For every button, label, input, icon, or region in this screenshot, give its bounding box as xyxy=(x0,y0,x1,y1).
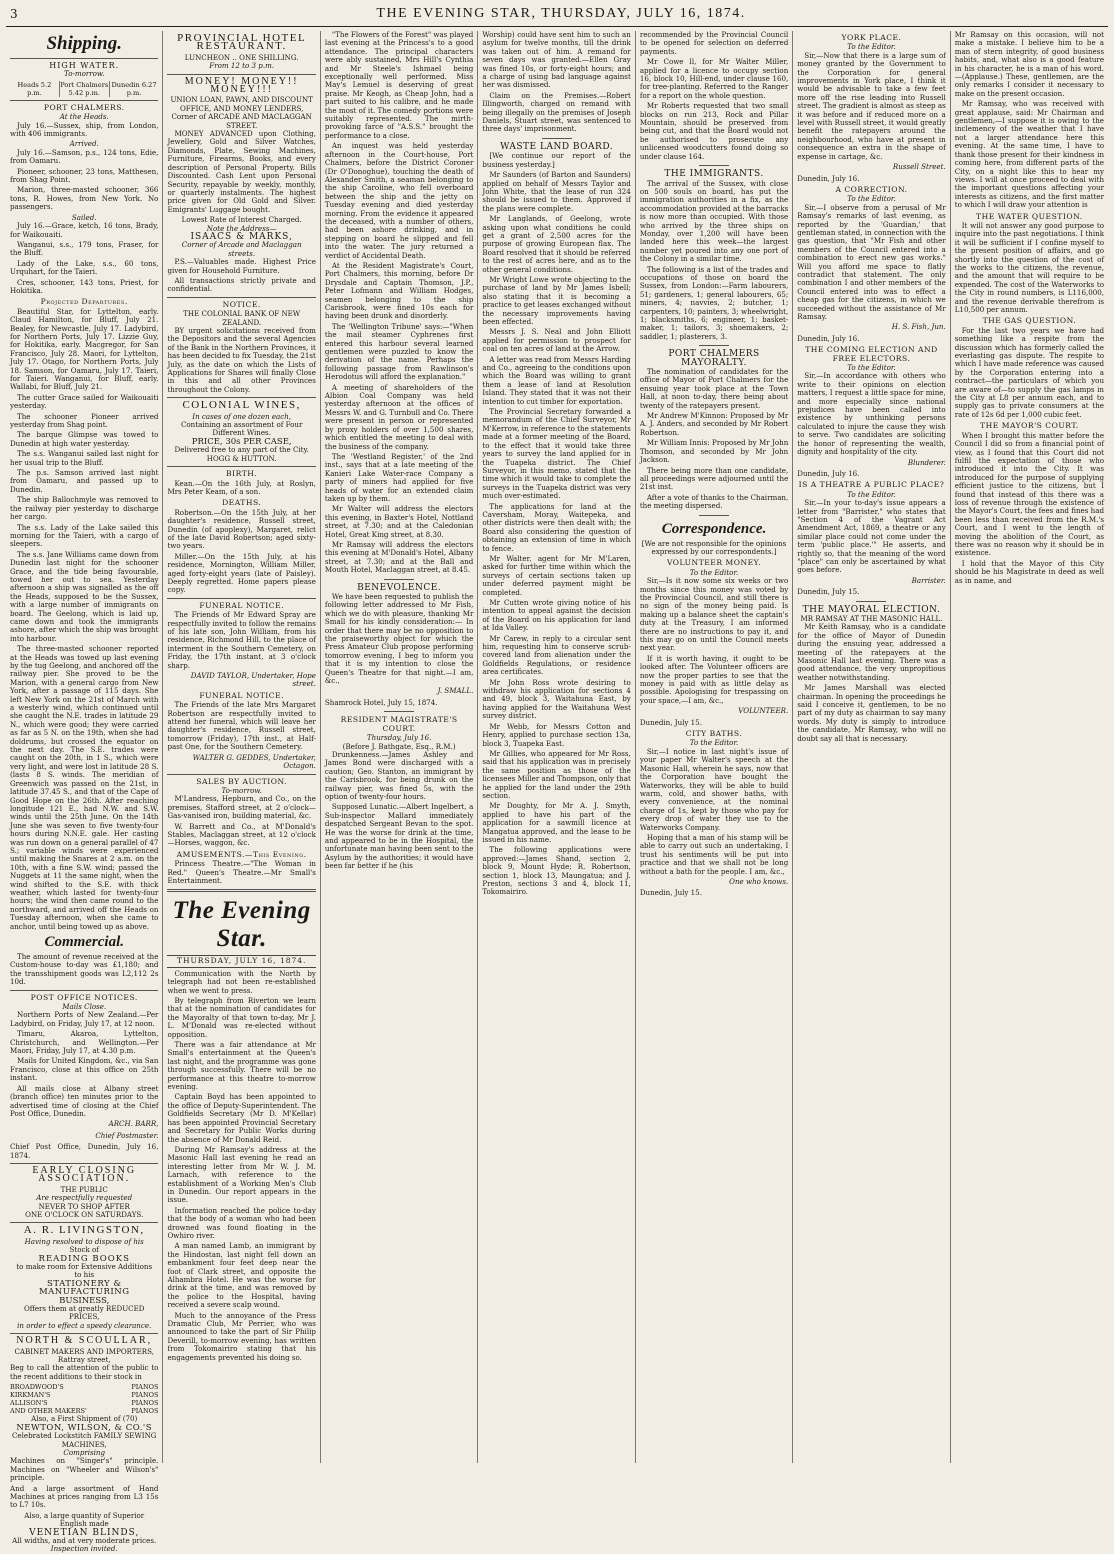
york-place-heading: YORK PLACE. xyxy=(841,33,902,42)
tide-port-chalmers: Port Chalmers 5.42 p.m. xyxy=(60,80,109,97)
gas-question-body: For the last two years we have had something like a respite from the discussion which has formerly called the everlasting gas dispute. The respite to which I have made reference was caused by the Corporation entering into a contract—the particulars of which you are aware of—to supply the gas lamps in the City at L8 per annum each, and to supply gas to private consumers at the rate of 12s 6d per 1,000 cubic feet. xyxy=(954,325,1105,419)
deaths-heading: DEATHS. xyxy=(222,498,262,508)
theatre-to-editor: To the Editor. xyxy=(847,489,896,499)
paper-name: The Evening Star. xyxy=(172,897,311,953)
editorial-2: By telegraph from Riverton we learn that at the nomination of candidates for the Mayoralty of that town to-day, Mr J. L. M'Donald was re-elected without opposition. xyxy=(167,996,316,1039)
provincial-hotel-heading: PROVINCIAL HOTEL RESTAURANT. xyxy=(177,32,307,53)
immigrants-2: The following is a list of the trades and occupations of those on board the Sussex, from London:—Farm labourers, 51; gardeners, 1; general labourers, 65; miners, 4; navvies, 2; butcher, 1; carpenters, 10; painters, 3; wheelwright, 1; blacksmiths, 6; engineer, 1; basket-maker, 1; tailors, 3; shoemakers, 2; saddler, 1; plasterers, 3. xyxy=(639,264,789,341)
benevolence-body: We have been requested to publish the following letter addressed to Mr Fish, which we do with pleasure, thanking Mr Small for his kindly consideration:— In order that there may be no opposition to the praiseworthy object for which the Press Amateur Club propose performing tomorrow evening, I beg to inform you that it is my intention to close the Queen's Theatre for that night.—I am, &c., xyxy=(324,592,474,686)
pc-mayoralty-2: Mr Andrew M'Kinnon: Proposed by Mr A. J. Anders, and seconded by Mr Robert Robertson. xyxy=(639,411,789,437)
mayoral-election-heading: THE MAYORAL ELECTION. xyxy=(802,604,941,615)
sailing-4: Cres, schooner, 143 tons, Priest, for Hokitika. xyxy=(10,277,159,295)
benevolence-signature: J. SMALL. xyxy=(437,686,474,696)
column-2 xyxy=(163,31,320,1463)
city-baths-date: Dunedin, July 15. xyxy=(639,888,702,898)
provincial-hotel-luncheon: LUNCHEON .. ONE SHILLING. xyxy=(184,52,299,62)
water-question-body: It will not answer any good purpose to inquire into the past negotiations. I think it will be sufficient if I confine myself to the present position of affairs, and go shortly into the question of the cost of the works to the citizens, the revenue, and the amount that will require to be expended. The cost of the Waterworks to the City in round numbers, is L116,000, and the revenue derivable therefrom is L10,500 per annum. xyxy=(954,220,1105,314)
pc-mayoralty-1: The nomination of candidates for the office of Mayor of Port Chalmers for the ensuing year took place at the Town Hall, at noon to-day, there being about twenty of the ratepayers present. xyxy=(639,367,789,410)
money-note: Note the Address— xyxy=(206,223,277,233)
north-scoullar-first: Also, a First Shipment of (70) xyxy=(31,1414,138,1424)
york-place-signature: Russell Street. xyxy=(892,162,946,172)
editorial-4: Captain Boyd has been appointed to the office of Deputy-Superintendent. The Goldfields Secretary (Mr D. M'Kellar) has been appointed Provincial Secretary and Secretary for Public Works during the absence of Mr Donald Reid. xyxy=(167,1092,316,1144)
york-place-to-editor: To the Editor. xyxy=(847,42,896,52)
waste-land-board-intro: [We continue our report of the business yesterday.] xyxy=(482,151,631,169)
waste-land-board-7: The applications for land at the Caversham, Moray, Waitepeka, and other districts were then dealt with; the Board also considering the question of obtaining an extension of time in which to fence. xyxy=(482,501,631,553)
north-scoullar-family: Celebrated Lockstitch FAMILY SEWING MACHINES, xyxy=(12,1431,157,1449)
livingston-line-9: in order to effect a speedy clearance. xyxy=(17,1320,152,1330)
volunteer-money-2: If it is worth having, it ought to be looked after. The Volunteer officers are now the proper parties to see that the money is paid with as little delay as possible. Apologising for trespassing on your space,—I am, &c., xyxy=(639,653,789,705)
waste-land-board-6: The Provincial Secretary forwarded a memorandum of the Chief Surveyor, Mr M'Kerrow, in reference to the statements made at a former meeting of the Board, to the effect that it would take three years to survey the land applied for in the Tuapeka district. The Chief Surveyor, in this memo, stated that the time which it would take to complete the surveys in the Tuapeka district was very much over-estimated. xyxy=(482,407,631,501)
waste-land-board-4: Messrs J. S. Neal and John Elliott applied for permission to prospect for coal on ten acres of land at the Arrow. xyxy=(482,327,631,354)
city-baths-1: Sir,—I notice in last night's issue of your paper Mr Walter's speech at the Masonic Hall, wherein he says, now that the Corporation have bought the Waterworks, they will be able to build warm, cold, and shower baths, with every convenience, at the nominal charge of 1s, kept by those who pay for every drop of water they use to the Waterworks Company. xyxy=(639,746,789,832)
tide-table xyxy=(10,81,158,97)
column-1 xyxy=(6,31,163,1554)
city-baths-signature: One who knows. xyxy=(729,876,789,886)
sales-heading: SALES BY AUCTION. xyxy=(196,776,288,786)
projected-departures-heading: Projected Departures. xyxy=(40,297,128,307)
livingston-name: A. R. LIVINGSTON, xyxy=(23,1224,145,1237)
wines-line-3: PRICE, 30s PER CASE, xyxy=(191,436,292,447)
mail-notice-3: Mails for United Kingdom, &c., via San Francisco, close at this office on 25th instant. xyxy=(10,1056,159,1083)
waste-land-board-heading: WASTE LAND BOARD. xyxy=(500,141,614,152)
high-water-heading: HIGH WATER. xyxy=(49,61,120,70)
shipping-news-1: The cutter Grace sailed for Waikouaiti yesterday. xyxy=(10,392,159,411)
north-scoullar-hand: And a large assortment of Hand Machines at prices ranging from L3 15s to L7 10s. xyxy=(10,1483,159,1510)
at-heads-label: At the Heads. xyxy=(59,112,109,122)
money-heading: MONEY! MONEY!! MONEY!!! xyxy=(184,75,299,96)
volunteer-money-1: Sir,—Is it now some six weeks or two months since this money was voted by the Provincial Council, and still there is no sign of the money being paid. Is making up a balance sheet the captain's duty at the Treasury, I am informed there are no instructions to pay it, and this may go on until the Council meets next year. xyxy=(639,576,789,653)
theatre-signature: Barrister. xyxy=(911,575,946,585)
projected-departures: Beautiful Star, for Lyttelton, early. Claud Hamilton, for Bluff, July 21. Bealey, for Newcastle, July 17. Ladybird, for Northern Ports, July 17. Lizzie Guy, for Hokitika, early. Macgregor, for San Francisco, July 28. Maori, for Lyttelton, July 17. Otago, for Northern Ports, July 18. Samson, for Oamaru, July 17. Taieri, for Taieri. Wanganui, for Bluff, early. Wallabi, for Bluff, July 21. xyxy=(10,306,159,392)
wlb-continued-2: Mr Cowe ll, for Mr Walter Miller, applied for a licence to occupy section 16, block 10, Hill-end, under clause 160, for tree-planting. Referred to the Ranger for a report on the whole question. xyxy=(639,57,789,100)
city-baths-2: Hoping that a man of his stamp will be able to carry out such an undertaking, I trust his sentiments will be put into practice and that we shall not be long without a bath for the people. I am, &c., xyxy=(639,832,789,876)
ramsay-1: Mr Keith Ramsay, who is a candidate for the office of Mayor of Dunedin during the ensuing year, addressed a meeting of the ratepayers at the Masonic Hall last evening. There was a good attendance, the very unpropitious weather notwithstanding. xyxy=(797,622,946,682)
city-baths-to-editor: To the Editor. xyxy=(689,738,739,748)
money-body: MONEY ADVANCED upon Clothing, Jewellery, Gold and Silver Watches, Diamonds, Plate, Sewing Machines, Furniture, Firearms, Books, and every description of Personal Property. Bills Discounted. Cash Lent upon Personal Security, repayable by weekly, monthly, or quarterly instalments. The highest price given for Old Gold and Silver. Emigrants' Luggage bought. xyxy=(167,129,316,214)
volunteer-money-heading: VOLUNTEER MONEY. xyxy=(666,558,762,568)
wlb-continued-3: Mr Roberts requested that two small blocks on run 213, Rock and Pillar Mountain, should be preserved from being cut, and that the Board would not be authorised to prosecute any unlicensed woodcutters found doing so under clause 164. xyxy=(639,101,789,161)
column-6 xyxy=(793,31,950,1463)
york-place-body: Sir,—Now that there is a large sum of money granted by the Government to the Corporation for general improvements in York place, I think it would be advisable to take a few feet more off the rise leading into Russell street. The gradient is almost as steep as it was before and if reduced more on a level with Russell street, it would greatly benefit the ratepayers around the neighbourhood, who have at present in consequence an extra in the shape of expense in cartage, &c. xyxy=(797,50,946,161)
mails-close-label: Mails Close. xyxy=(62,1002,107,1012)
volunteer-date: Dunedin, July 15. xyxy=(639,717,702,727)
city-baths-heading: CITY BATHS. xyxy=(685,729,743,739)
column-3 xyxy=(321,31,478,1463)
column-5 xyxy=(636,31,793,1463)
local-news-5: A meeting of shareholders of the Albion Coal Company was held yesterday afternoon at the offices of Messrs W. and G. Turnbull and Co. There were present in person or represented by proxy holders of over 1,500 shares, which entitled the meeting to deal with the business of the company. xyxy=(324,382,474,451)
ramsay-speech-1: Mr Ramsay on this occasion, will not make a mistake. I believe him to be a man of stern integrity, of good business habits, and, what also is a good feature in his character, he is a man of his word.—(Applause.) These, gentlemen, are the only remarks I consider it necessary to make on the present occasion. xyxy=(954,30,1105,98)
page-title: THE EVENING STAR, THURSDAY, JULY 16, 1874. xyxy=(376,6,746,21)
money-ps: P.S.—Valuables made. Highest Price given for Household Furniture. xyxy=(167,257,316,275)
postmaster-name: ARCH. BARR, xyxy=(108,1119,159,1129)
correspondence-heading: Correspondence. xyxy=(661,520,767,537)
post-office-date: Chief Post Office, Dunedin, July 16, 1874. xyxy=(10,1142,159,1160)
theatre-date: Dunedin, July 15. xyxy=(797,587,860,597)
bank-heading: THE COLONIAL BANK OF NEW ZEALAND. xyxy=(183,309,301,327)
money-confidential: All transactions strictly private and confidential. xyxy=(167,275,316,294)
birth-heading: BIRTH. xyxy=(226,469,258,479)
waste-land-board-11: Mr John Ross wrote desiring to withdraw his application for sections 4 and 49, block 3, Waitahuna East, by having applied for the Waitahuna West survey district. xyxy=(482,677,631,721)
editorial-5: During Mr Ramsay's address at the Masonic Hall last evening he read an interesting letter from Mr W. J. M. Larnach, with reference to the establishment of a Working Men's Club in Dunedin. Our report appears in the issue. xyxy=(167,1144,316,1205)
water-question-heading: THE WATER QUESTION. xyxy=(976,211,1083,221)
ramsay-speech-2: Mr Ramsay, who was received with great applause, said: Mr Chairman and gentlemen,—I suppose it is owing to the inclemency of the weather that I have not a larger attendance here this evening. At the same time, I have to thank those present for their kindness in coming here, from different parts of the City, on a night like this to hear my views. I will at once proceed to deal with the important questions affecting your interests as citizens, and the first matter to which I will draw your attention is xyxy=(954,99,1105,210)
local-news-2: An inquest was held yesterday afternoon in the Court-house, Port Chalmers, before the District Coroner (Dr O'Donoghue), touching the death of Alexander Smith, a seaman belonging to the ship Caroline, who fell overboard between the ship and the jetty on Tuesday evening and died yesterday morning. From the evidence it appeared the deceased, with a number of others, had been ashore drinking, and in stepping on board he slipped and fell into the water. The jury returned a verdict of Accidental Death. xyxy=(324,141,474,260)
early-closing-never: NEVER TO SHOP AFTER xyxy=(38,1201,130,1211)
sailing-2: Wanganui, s.s., 179 tons, Fraser, for the Bluff. xyxy=(10,239,159,258)
local-news-3: At the Resident Magistrate's Court, Port Chalmers, this morning, before Dr Drysdale and Captain Thomson, J.P., Peter Lofmann and William Hodges, seamen belonging to the ship Carisbrook, were fined 10s each for having been drunk and disorderly. xyxy=(324,260,474,321)
pc-mayoralty-3: Mr William Innis: Proposed by Mr John Thomson, and seconded by Mr John Jackson. xyxy=(639,438,789,465)
wines-line-1: In cases of one dozen each, xyxy=(192,411,292,421)
rm-court-date: Thursday, July 16. xyxy=(366,733,432,743)
waste-land-board-12: Mr Webb, for Messrs Cotton and Henry, applied to purchase section 13a, block 3, Tuapeka East. xyxy=(482,721,631,748)
arrival-2: July 16.—Samson, p.s., 124 tons, Edie, from Oamaru. xyxy=(10,147,159,166)
court-continued-2: Claim on the Premises.—Robert Illingworth, charged on remand with being illegally on the premises of Joseph Daniels, Stuart street, was sentenced to three days' imprisonment. xyxy=(482,90,631,134)
pc-mayoralty-heading: PORT CHALMERS MAYORALTY. xyxy=(668,349,760,368)
correction-signature: H. S. Fish, Jun. xyxy=(891,322,946,332)
north-scoullar-venetian: VENETIAN BLINDS, xyxy=(29,1527,140,1538)
pc-mayoralty-5: After a vote of thanks to the Chairman, the meeting dispersed. xyxy=(639,492,789,511)
correction-date: Dunedin, July 16. xyxy=(797,333,860,343)
piano-row-3: ALLISON'S PIANOS xyxy=(10,1399,159,1408)
money-corner-2: Corner of Arcade and Maclaggan streets. xyxy=(181,240,302,258)
arrival-3: Pioneer, schooner, 23 tons, Matthesen, from Shag Point. xyxy=(10,166,159,185)
wines-line-4: Delivered free to any part of the City. xyxy=(174,445,309,455)
local-news-1: "The Flowers of the Forest" was played last evening at the Princess's to a good attendance. The principal characters were ably sustained, Mrs Hill's Cynthia and Mr Steele's Ishmael being exceptionally well performed. Miss May's Lemuel is deserving of great praise. Mr Keogh, as Cheap John, had a part suited to his calibre, and he made the most of it. The comedy portions were suitably represented. The mirth-provoking farce of "A.S.S." brought the performance to a close. xyxy=(324,30,474,140)
waste-land-board-14: Mr Doughty, for Mr A. J. Smyth, applied to have his part of the application for a sawmill licence at Mangatua approved, and the lease to be issued in his name. xyxy=(482,801,631,844)
money-firm: ISAACS & MARKS, xyxy=(190,231,293,242)
amusements-body: Princess Theatre.—"The Woman in Red." Queen's Theatre.—Mr Small's Entertainment. xyxy=(167,859,316,885)
north-scoullar-newton: NEWTON, WILSON, & CO.'S xyxy=(16,1422,153,1433)
north-scoullar-comp: Comprising xyxy=(63,1447,106,1457)
bank-body: BY urgent solicitations received from the Depositors and the several Agencies of the Bank in the Northern Provinces, it has been decided to fix Tuesday, the 21st July, as the date on which the Lists of Applications for Shares will finally Close in this and all other Provinces throughout the Colony. xyxy=(167,326,316,394)
north-scoullar-sub: CABINET MAKERS AND IMPORTERS, Rattray street, xyxy=(14,1346,154,1365)
arrival-1: July 16.—Sussex, ship, from London, with 406 immigrants. xyxy=(10,120,159,139)
provincial-hotel-time: From 12 to 3 p.m. xyxy=(209,61,275,71)
election-signature: Blunderer. xyxy=(907,457,946,467)
notice-heading: NOTICE. xyxy=(222,299,261,309)
funeral-notice-1-signature: DAVID TAYLOR, Undertaker, Hope street. xyxy=(190,671,316,689)
editorial-3: There was a fair attendance at Mr Small's entertainment at the Queen's last night, and the programme was gone through successfully. There will be no performance at this theatre to-morrow evening. xyxy=(167,1040,316,1092)
mail-notice-4: All mails close at Albany street (branch office) ten minutes prior to the advertised time of closing at the Chief Post Office, Dunedin. xyxy=(10,1083,159,1118)
waste-land-board-13: Mr Gillies, who appeared for Mr Ross, said that his application was in precisely the same position as those of the licensees Miller and Thompson, only that he applied for the land under the 29th section. xyxy=(482,748,631,800)
postmaster-title: Chief Postmaster. xyxy=(95,1130,159,1140)
wines-firm: HOGG & HUTTON. xyxy=(206,453,277,463)
waste-land-board-8: Mr Walter, agent for Mr M'Laren, asked for further time within which the surveys of certain sections taken up under deferred payment might be completed. xyxy=(482,553,631,597)
york-place-date: Dunedin, July 16. xyxy=(797,173,860,183)
volunteer-signature: VOLUNTEER. xyxy=(738,706,789,716)
columns xyxy=(6,30,1108,1554)
waste-land-board-1: Mr Saunders (of Barton and Saunders) applied on behalf of Messrs Taylor and John White, that the lease of run 324 should be issued to them. Approved if the plans were complete. xyxy=(482,170,631,213)
sales-item-1: M'Landress, Hepburn, and Co., on the premises, Stafford street, at 2 o'clock—Gas-vanised iron, building material, &c. xyxy=(167,794,316,821)
shipping-news-3: The barque Glimpse was towed to Dunedin at high water yesterday. xyxy=(10,430,159,448)
tide-dunedin: Dunedin 6.27 p.m. xyxy=(109,81,159,97)
ramsay-heading: MR RAMSAY AT THE MASONIC HALL. xyxy=(800,614,943,623)
editorial-7: A man named Lamb, an immigrant by the Hindostan, last night fell down an embankment four feet deep near the foot of Clark street, and opposite the Alhambra Hotel. He was the worse for drink at the time, and was removed by the police to the Hospital, having received a severe scalp wound. xyxy=(167,1241,316,1310)
north-scoullar-heading: NORTH & SCOULLAR, xyxy=(16,1335,153,1347)
mayors-court-heading: THE MAYOR'S COURT. xyxy=(980,421,1079,431)
immigrants-heading: THE IMMIGRANTS. xyxy=(664,169,764,180)
correspondence-note: [We are not responsible for the opinions expressed by our correspondents.] xyxy=(641,538,787,556)
waste-land-board-9: Mr Cutten wrote giving notice of his intention to appeal against the decision of the Board on his application for land at Ida Valley. xyxy=(482,598,631,633)
early-closing-heading: EARLY CLOSING ASSOCIATION. xyxy=(32,1164,137,1185)
mayors-court-body-2: I hold that the Mayor of this City should be his Magistrate in deed as well as in name, and xyxy=(954,558,1105,585)
rm-court-heading: RESIDENT MAGISTRATE'S COURT. xyxy=(340,715,458,733)
correction-heading: A CORRECTION. xyxy=(835,184,908,194)
death-notice-1: Robertson.—On the 15th July, at her daughter's residence, Russell street, Dunedin (of apoplexy), Margaret, relict of the late David Robertson; aged sixty-two years. xyxy=(167,507,316,551)
paper-masthead xyxy=(167,897,315,967)
paper-date: THURSDAY, JULY 16, 1874. xyxy=(167,955,315,967)
shipping-heading: Shipping. xyxy=(46,33,122,54)
money-sub: UNION LOAN, PAWN, AND DISCOUNT OFFICE, AND MONEY LENDERS, xyxy=(170,95,313,113)
piano-row-4: AND OTHER MAKERS' PIANOS xyxy=(10,1407,159,1416)
livingston-line-8: Offers them at greatly REDUCED PRICES, xyxy=(23,1304,145,1322)
mayors-court-body: When I brought this matter before the Council I did so from a financial point of view, as I found that this Court did not fulfil the expectation of those who introduced it into the City. It was introduced for the purpose of supplying efficient justice to the citizens, but I found that instead of this there was a loss of revenue through the existence of the Mayor's Court, the fees and fines had been less than received from the R.M.'s Court, and I went to the length of moving the abolition of the Court, as there was no reason why it should be in existence. xyxy=(954,430,1105,558)
funeral-notice-2: The Friends of the late Mrs Margaret Robertson are respectfully invited to attend her funeral, which will leave her daughter's residence, Russell street, tomorrow (Friday), 17th inst., at Half-past One, for the Southern Cemetery. xyxy=(167,700,316,752)
north-scoullar-intro: Beg to call the attention of the public to the recent additions to their stock in xyxy=(10,1363,159,1381)
piano-row-2: KIRKMAN'S PIANOS xyxy=(10,1391,159,1400)
shipping-news-6: The ship Ballochmyle was removed to the railway pier yesterday to discharge her cargo. xyxy=(10,495,159,522)
sales-item-2: W. Barrett and Co., at M'Donald's Stables, Maclaggan street, at 12 o'clock—Horses, waggon, &c. xyxy=(167,821,316,848)
wlb-continued-1: recommended by the Provincial Council to be opened for selection on deferred payments. xyxy=(639,30,789,56)
local-news-7: Mr Walter will address the electors this evening, in Baxter's Hotel, Nottland street, at 7.30; and at the Caledonian Hotel, Great King street, at 8.30. xyxy=(324,504,474,539)
birth-notice: Kean.—On the 16th July, at Roslyn, Mrs Peter Keam, of a son. xyxy=(167,478,316,496)
election-body: Sir,—In accordance with others who write to their opinions on election matters, I request a little space for mine, and more especially since national prejudices have been called into existence by unthinking persons calculated to injure the cause they wish to serve. Two candidates are soliciting the honor of representing the wealth, dignity and hospitality of the city. xyxy=(797,371,946,457)
editorial-8: Much to the annoyance of the Press Dramatic Club, Mr Perrier, who was announced to take the part of Sir Philip Deverill, to-morrow evening, has written from Tokomairiro stating that his engagements prevented his doing so. xyxy=(167,1310,316,1362)
arrival-4: Marion, three-masted schooner, 366 tons, R. Howes, from New York. No passengers. xyxy=(10,185,159,212)
north-scoullar-english: Also, a large quantity of Superior English made xyxy=(24,1510,145,1529)
correction-body: Sir,—I observe from a perusal of Mr Ramsay's remarks of last evening, as reported by the 'Guardian,' that gentleman stated, in connection with the gas question, that "Mr Fish and other members of the Council entered into a combination to erect new gas works." Will you afford me space to flatly contradict that statement. The only combination I and other members of the Council entered into was to effect a cheap gas for the citizens, in which we succeeded without the assistance of Mr Ramsay. xyxy=(797,202,946,321)
money-rate: Lowest Rate of Interest Charged. xyxy=(181,215,302,225)
column-7 xyxy=(951,31,1108,1463)
early-closing-one: ONE O'CLOCK ON SATURDAYS. xyxy=(25,1209,144,1219)
immigrants-1: The arrival of the Sussex, with close on 500 souls on board, has put the immigration authorities in a fix, as the accommodation provided at the barracks is now more than occupied. With those who arrived by the three ships on Monday, over 1,200 will have been landed here this week—the largest number yet poured into any one port of the Colony in a similar time. xyxy=(639,178,789,264)
post-office-heading: POST OFFICE NOTICES. xyxy=(30,992,138,1002)
local-news-6: The 'Westland Register,' of the 2nd inst., says that at a late meeting of the Kanieri Lake Water-race Company a party of miners had applied for five heads of water for an extended claim taken up by them. xyxy=(324,451,474,503)
tide-heads: Heads 5.2 p.m. xyxy=(17,80,52,97)
sailed-label: Sailed. xyxy=(71,212,97,222)
livingston-line-1: Having resolved to dispose of his xyxy=(24,1236,144,1246)
shipping-news-9: The three-masted schooner reported at the Heads was towed up last evening by the tug Geelong, and anchored off the railway pier. She proved to be the Marion, with a general cargo from New York, after a passage of 115 days. She left New York on the 21st of March with a westerly wind, which continued until she caught the N.E. trades in latitude 29 N., which were good; they were carried as far as 5 N. on the 19th, when she had doldrums, but crossed the equator on the next day. The S.E. trades were caught on the 20th, in 1 S., which were very light, and were lost in latitude 28 S. (lasts 8 S. winds. The meridian of Greenwich was passed on the 21st, in latitude 37.45 S., and that of the Cape of Good Hope on the 26th. After reaching longitude 121 E., had N.W. and S.W. winds until the 25th June. On the 14th June she was seven to five twenty-four hours during N.N.E. gale. Her casting was run down on a general parallel of 47 S.; variable winds were experienced until making the Snares at 2 a.m. on the 10th, with a fine S.W. wind; passed the Nuggets at 11 the same night, when the wind shifted to the S.E. with thick weather, which lasted for twenty-four hours; the wind then came round to the northward, and arrived off the Heads on Tuesday afternoon, when she came to anchor, until being towed up as above. xyxy=(10,644,159,931)
editorial-6: Information reached the police to-day that the body of a woman who had been drowned was found floating in the Owhiro river. xyxy=(167,1205,316,1240)
tomorrow-label: To-morrow. xyxy=(64,69,105,79)
local-news-4: The 'Wellington Tribune' says:—"When the mail steamer Cyphrenes first entered this harbour several learned gentlemen were puzzled to know the derivation of the name. Perhaps the following passage from Rawlinson's Herodotus will afford the explanation." xyxy=(324,321,474,382)
theatre-body: Sir,—In your to-day's issue appears a letter from "Barrister," who states that "Section 4 of the Vagrant Act Amendment Act, 1869, a theatre or any similar place could not come under the term 'public place.'" He asserts, and rightly so, that the meaning of the word "place" can only be ascertained by what goes before. xyxy=(797,498,946,575)
rm-court-before: (Before J. Bathgate, Esq., R.M.) xyxy=(342,741,456,751)
waste-land-board-2: Mr Langlands, of Geelong, wrote asking upon what conditions he could get a grant of 2,500 acres for the purpose of growing European flax. The Board resolved that it should be referred to the rest of acres here, and as to the other general conditions. xyxy=(482,214,631,274)
benevolence-place: Shamrock Hotel, July 15, 1874. xyxy=(324,697,438,707)
theatre-heading: IS A THEATRE A PUBLIC PLACE? xyxy=(798,480,945,490)
court-continued-1: Worship) could have sent him to such an asylum for twelve months, till the drink was taken out of him. A remand for seven days was granted.—Ellen Gray was fined 10s, or forty-eight hours; and a charge of using bad language against her was dismissed. xyxy=(482,30,631,90)
volunteer-to-editor: To the Editor. xyxy=(689,567,739,577)
election-heading: THE COMING ELECTION AND FREE ELECTORS. xyxy=(805,345,938,363)
waste-land-board-10: Mr Carew, in reply to a circular sent him, requesting him to conserve scrub-covered land from alienation under the Goldfields Regulations, or residence area certificates. xyxy=(482,633,631,677)
funeral-notice-2-signature: WALTER G. GEDDES, Undertaker, Octagon. xyxy=(192,752,316,771)
column-4 xyxy=(478,31,635,1463)
sales-tomorrow: To-morrow. xyxy=(221,785,262,795)
mail-notice-1: Northern Ports of New Zealand.—Per Ladybird, on Friday, July 17, at 12 noon. xyxy=(10,1010,159,1028)
waste-land-board-15: The following applications were approved:—James Shand, section 2, block 9, Mount Hyde; R. Robertson, section 1, block 13, Maungatua; and J. Preston, sections 3 and 4, block 11, Tokomairiro. xyxy=(482,845,631,897)
commercial-revenue: The amount of revenue received at the Custom-house to-day was £1,180; and the transshipment goods was L2,112 2s 10d. xyxy=(10,952,159,987)
livingston-line-7: BUSINESS, xyxy=(59,1295,110,1306)
ramsay-2: Mr James Marshall was elected chairman. In opening the proceedings he said I conceive it, gentlemen, to be no part of my duty as chairman to say many words. My duty is simply to introduce the candidate, Mr Ramsay, who will no doubt say all that is necessary. xyxy=(797,683,946,743)
sailing-1: July 16.—Grace, ketch, 16 tons, Brady, for Waikouaiti. xyxy=(10,221,159,239)
waste-land-board-3: Mr Wright Lowe wrote objecting to the purchase of land by Mr James Isbell; also stating that it is becoming a practice to get leases exchanged without the necessary improvements having been effected. xyxy=(482,274,631,326)
pc-mayoralty-4: There being more than one candidate, all proceedings were adjourned until the 21st inst. xyxy=(639,465,789,492)
rm-court-2: Supposed Lunatic.—Albert Ingelbert, a Sub-inspector Mallard immediately despatched Sergeant Bevan to the spot. He was the worse for drink at the time, and appeared to be in the Hospital, the unfortunate man having been sent to the Asylum by the authorities; it would have been far better if he (his xyxy=(324,802,474,871)
page-masthead xyxy=(6,4,1108,27)
wines-line-2: Containing an assortment of Four Different Wines. xyxy=(180,420,303,438)
waste-land-board-5: A letter was read from Messrs Harding and Co., agreeing to the conditions upon which the Board was willing to grant them a lease of land at Resolution Island. They stated that it was not their intention to cut timber for exportation. xyxy=(482,354,631,406)
livingston-line-6: STATIONERY & MANUFACTURING xyxy=(38,1278,130,1298)
north-scoullar-widths: All widths, and at very moderate prices. xyxy=(12,1535,157,1545)
north-scoullar-machines: Machines on "Singer's" principle. Machines on "Wheeler and Wilson's" principle. xyxy=(10,1456,159,1483)
port-chalmers-heading: PORT CHALMERS. xyxy=(43,102,125,112)
election-to-editor: To the Editor. xyxy=(847,363,896,373)
money-corner: Corner of ARCADE AND MACLAGGAN STREET. xyxy=(171,112,312,130)
funeral-notice-1-heading: FUNERAL NOTICE. xyxy=(199,600,285,610)
shipping-news-7: The s.s. Lady of the Lake sailed this morning for the Taieri, with a cargo of sleepers. xyxy=(10,522,159,549)
shipping-news-8: The s.s. Jane Williams came down from Dunedin last night for the schooner Grace, and the tide being favourable, towed her out to sea. Yesterday afternoon a ship was signalled as the off the Heads, supposed to be the Sussex, with a large number of immigrants on board. The Geelong, which is laid up, came down and took the immigrants ashore, after which the ship was brought into harbour. xyxy=(10,549,159,643)
death-notice-2: Miller.—On the 15th July, at his residence, Mornington, William Miller, aged forty-eight years (late of Paisley). Deeply regretted. Home papers please copy. xyxy=(167,551,316,595)
early-closing-requested: Are respectfully requested xyxy=(36,1193,133,1203)
funeral-notice-2-heading: FUNERAL NOTICE. xyxy=(199,690,285,700)
rm-court-1: Drunkenness.—James Ashley and James Bond were discharged with a caution; Geo. Stanton, an immigrant by the Carisbrook, for being drunk on the railway pier, was fined 5s, with the option of twenty-four hours. xyxy=(324,749,474,801)
funeral-notice-1: The Friends of Mr Edward Spray are respectfully invited to follow the remains of his late son, John William, from his residence, Richmond Hill, to the place of interment in the Southern Cemetery, on Friday, the 17th instant, at 3 o'clock sharp. xyxy=(167,610,316,670)
livingston-line-5: to his xyxy=(74,1270,95,1280)
livingston-line-3: READING BOOKS xyxy=(38,1253,130,1264)
livingston-line-4: to make room for Extensive Additions xyxy=(16,1262,153,1271)
amusements-heading: AMUSEMENTS.—This Evening. xyxy=(176,849,307,859)
sailing-3: Lady of the Lake, s.s., 60 tons, Urquhart, for the Taieri. xyxy=(10,258,159,277)
north-scoullar-inspection: Inspection invited. xyxy=(50,1544,118,1554)
benevolence-heading: BENEVOLENCE. xyxy=(357,582,442,593)
local-news-8: Mr Ramsay will address the electors this evening at M'Donald's Hotel, Albany street, at 7.30; and at the Ball and Mouth Hotel, Maclaggan street, at 8.45. xyxy=(324,539,474,575)
wines-heading: COLONIAL WINES, xyxy=(182,399,301,412)
gas-question-heading: THE GAS QUESTION. xyxy=(982,316,1077,326)
mail-notice-2: Timaru, Akaroa, Lyttelton, Christchurch, and Wellington.—Per Maori, Friday, July 17, at 4.30 p.m. xyxy=(10,1029,159,1056)
livingston-line-2: Stock of xyxy=(69,1245,99,1255)
shipping-news-4: The s.s. Wanganui sailed last night for her usual trip to the Bluff. xyxy=(10,449,159,467)
piano-row-1: BROADWOOD'S PIANOS xyxy=(10,1383,159,1392)
shipping-news-5: The p.s. Samson arrived last night from Oamaru, and passed up to Dunedin. xyxy=(10,468,159,494)
correction-to-editor: To the Editor. xyxy=(847,194,896,204)
early-closing-public: THE PUBLIC xyxy=(60,1184,108,1194)
election-date: Dunedin, July 16. xyxy=(797,468,860,478)
page-number: 3 xyxy=(10,7,19,21)
arrived-label: Arrived. xyxy=(69,139,99,149)
shipping-news-2: The schooner Pioneer arrived yesterday from Shag point. xyxy=(10,411,159,430)
commercial-heading: Commercial. xyxy=(44,934,125,950)
editorial-1: Communication with the North by telegraph had not been re-established when we went to press. xyxy=(167,968,316,995)
